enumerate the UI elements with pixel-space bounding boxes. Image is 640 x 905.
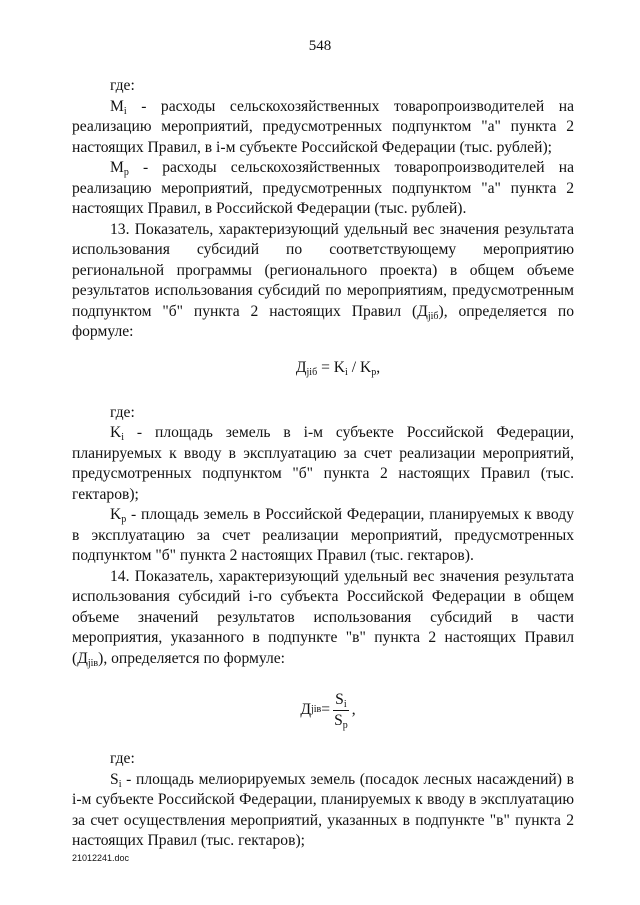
where-label-2: где: [110, 403, 135, 421]
where-label: где: [110, 77, 135, 94]
definition-ki: $K_i$ - площадь земель в i-м субъекте Российской Федерации, планируемых к вводу в эксплуатацию за счет реализации мероприятий, предусмотренных подпунктом "б" пункта 2 настоящих Правил (тыс. гектаров); [72, 424, 574, 503]
fraction [332, 690, 350, 731]
document-body [72, 76, 574, 852]
definition-kp: $K_р$ - площадь земель в Российской Федерации, планируемых к вводу в эксплуатацию за счет реализации мероприятий, предусмотренных подпунктом "б" пункта 2 настоящих Правил (тыс. гектаров). [72, 506, 574, 564]
formula-d-jib: $Д_{jiб} = K_i / K_р$, [295, 358, 381, 378]
fraction-numerator: $S_i$ [335, 690, 347, 710]
fraction-denominator: $S_р$ [334, 711, 348, 731]
formula-d-jiv: Д jiв = $\frac{S_i}{S_р}$ , [300, 690, 356, 731]
definition-si: $S_i$ - площадь мелиорируемых земель (посадок лесных насаждений) в i-м субъекте Российской Федерации, планируемых к вводу в эксплуатацию за счет осуществления мероприятий, указанных в подпункте "в" пункта 2 настоящих Правил (тыс. гектаров); [72, 770, 574, 849]
where-label-3: где: [110, 750, 135, 767]
paragraph-14: 14. Показатель, характеризующий удельный вес значения результата использования субсидий i-го субъекта Российской Федерации в общем объеме значений результатов использования субсидий в части мероприятия, указанного в подпункте "в" пункта 2 настоящих Правил $(Д_{jiв})$, определяется по формуле: [72, 567, 574, 669]
page-number: 548 [308, 38, 332, 54]
definition-mp: $M_р$ - расходы сельскохозяйственных товаропроизводителей на реализацию мероприятий, предусмотренных подпунктом "а" пункта 2 настоящих Правил, в Российской Федерации (тыс. рублей). [72, 159, 574, 217]
footer-doc-id: 21012241.doc [72, 853, 130, 863]
definition-mi: $M_i$ - расходы сельскохозяйственных товаропроизводителей на реализацию мероприятий, предусмотренных подпунктом "а" пункта 2 настоящих Правил, в i-м субъекте Российской Федерации (тыс. рублей); [72, 97, 574, 156]
paragraph-13: 13. Показатель, характеризующий удельный вес значения результата использования субсидий по соответствующему мероприятию региональной программы (регионального проекта) в общем объеме результатов использования субсидий по мероприятиям, предусмотренным подпунктом "б" пункта 2 настоящих Правил $(Д_{jiб})$, определяется по формуле: [72, 220, 574, 340]
